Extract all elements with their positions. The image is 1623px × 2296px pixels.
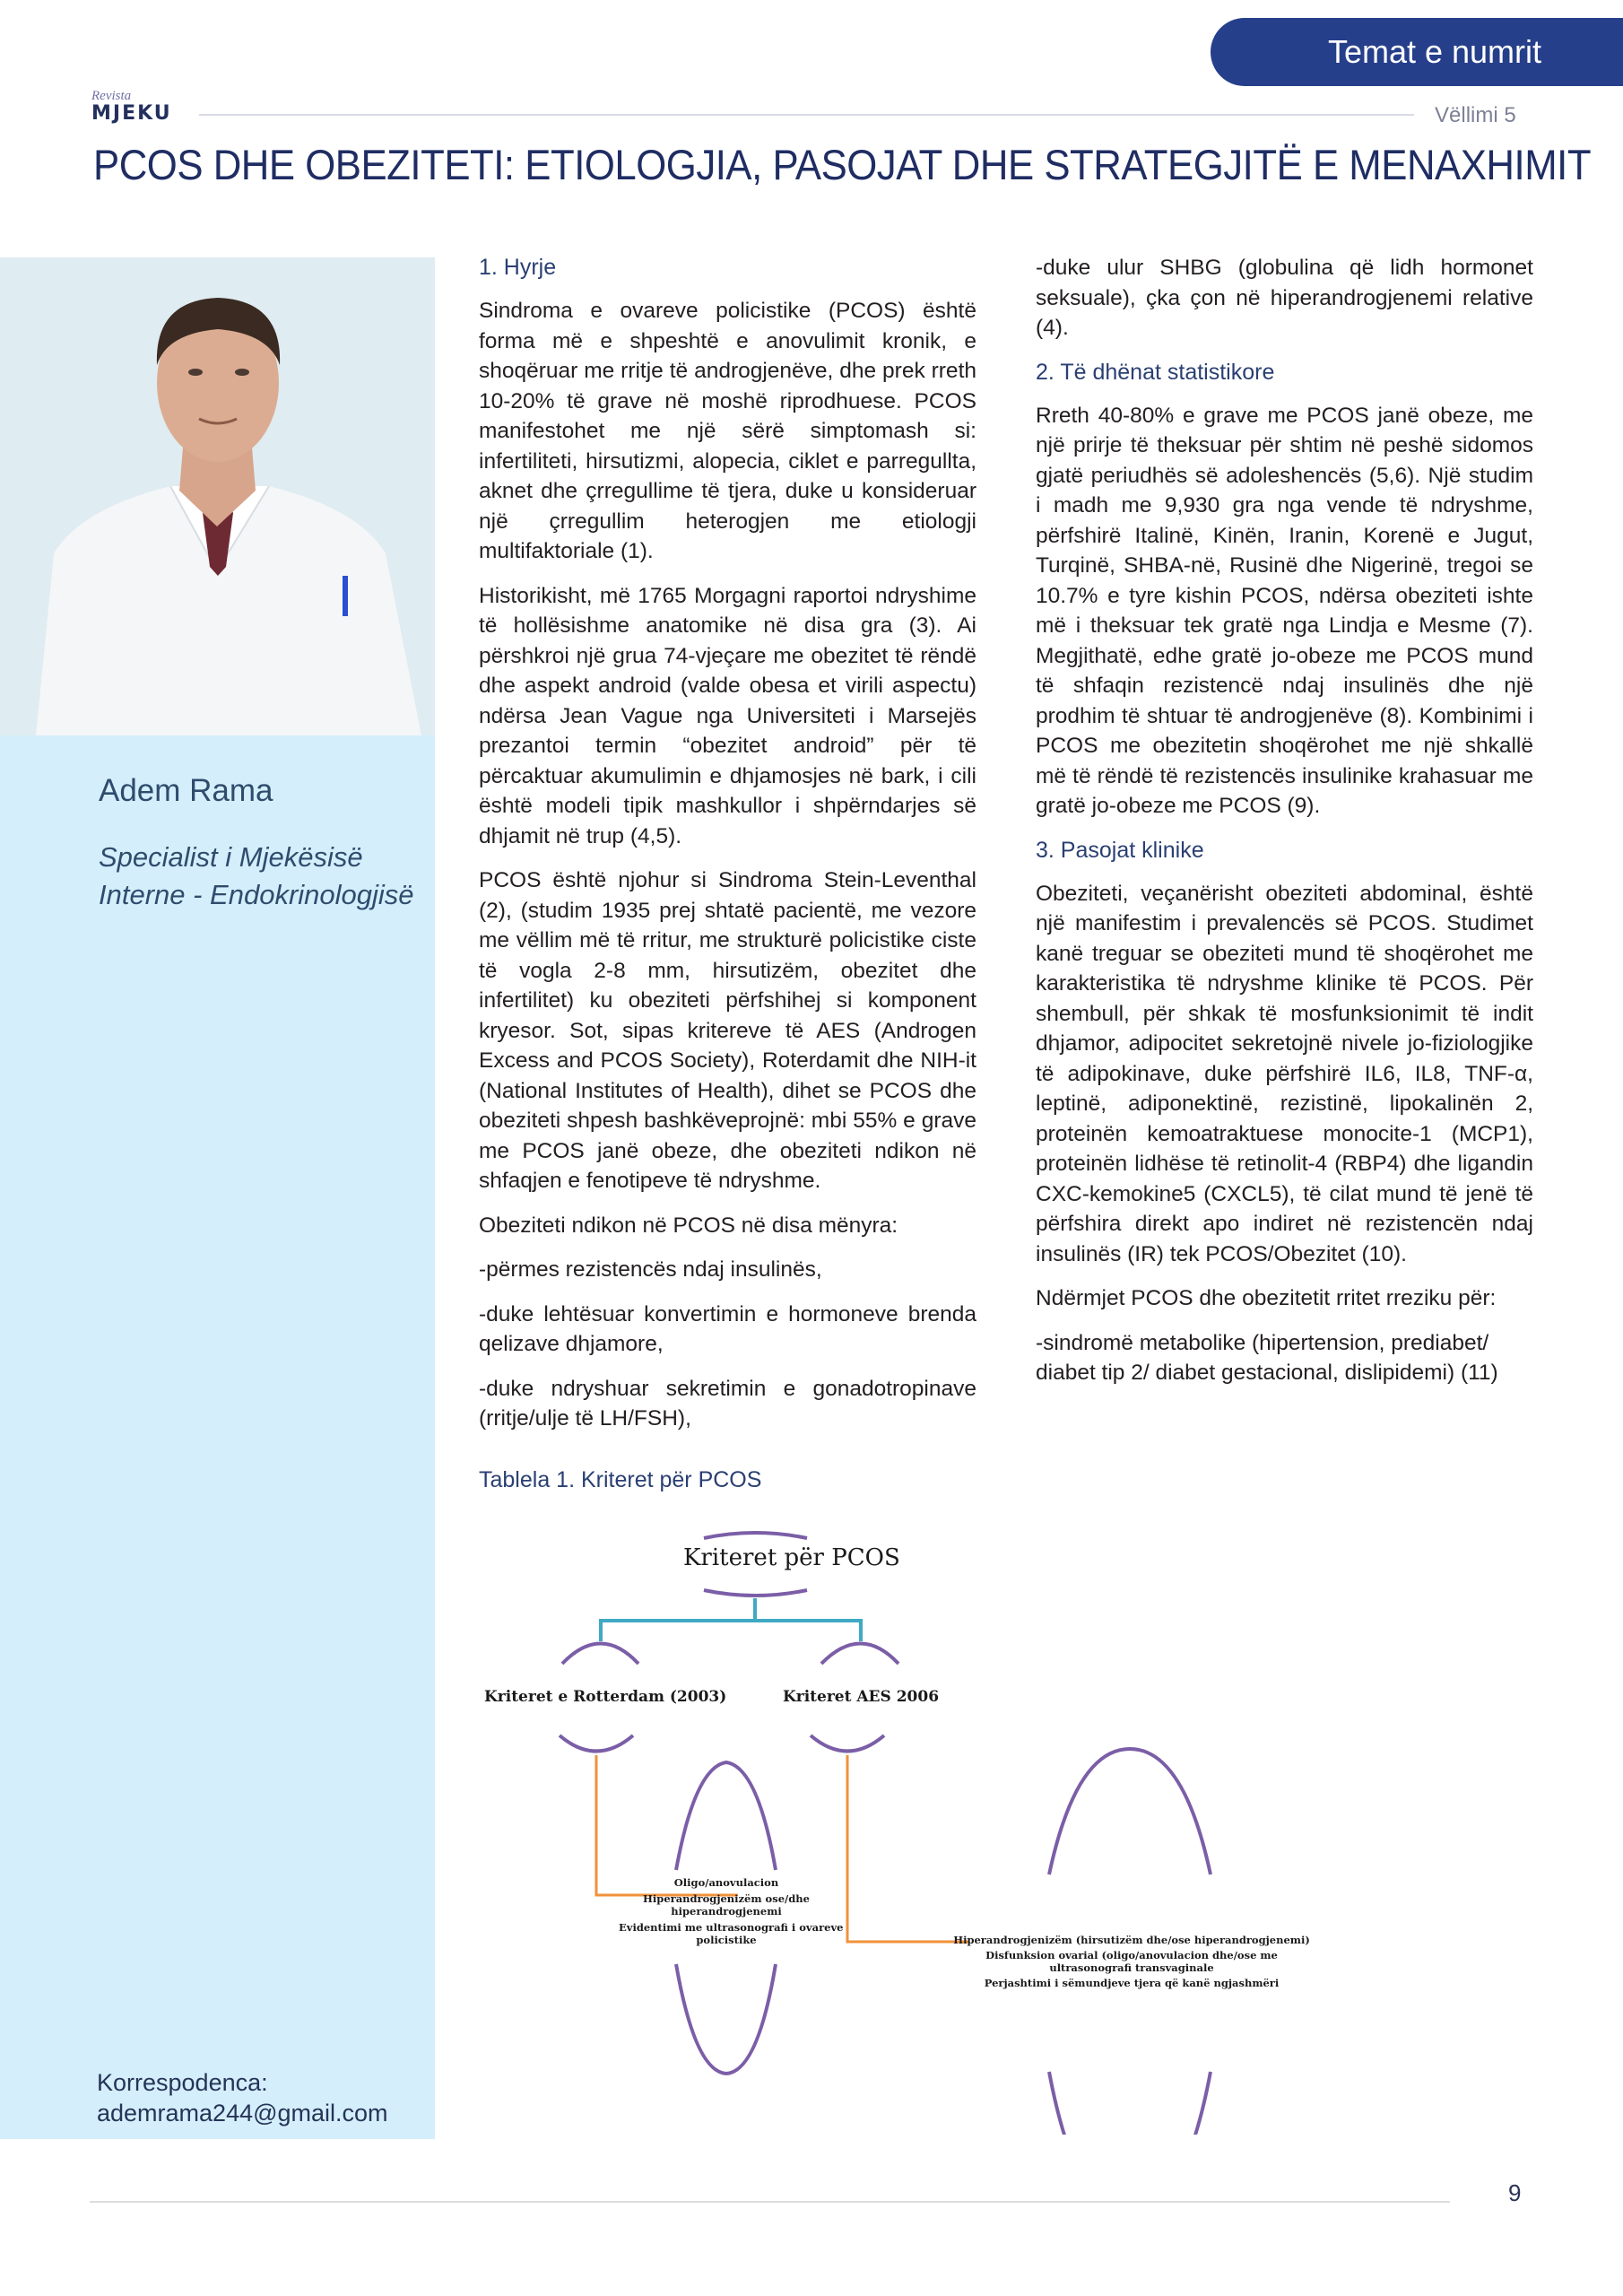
list-item: -sindromë metabolike (hipertension, prediabet/ diabet tip 2/ diabet gestacional, dislipidemi) (11) (1036, 1330, 1498, 1385)
aes-criteria-list (952, 1934, 1311, 1989)
paragraph: PCOS është njohur si Sindroma Stein-Leventhal (2), (studim 1935 prej shtatë pacientë, me vezore me vëllim më të rritur, me strukturë policistike ciste të vogla 2-8 mm, hirsutizëm, obezitet dhe infertilitet) ku obeziteti përfshihej si komponent kryesor. Sot, sipas kritereve të AES (Androgen Excess and PCOS Society), Roterdamit dhe NIH-it (National Institutes of Health), dihet se PCOS dhe obeziteti shpesh bashkëveprojnë: mbi 55% e grave me PCOS janë obeze, dhe obeziteti ndikon në shfaqjen e fenotipeve të ndryshme. (479, 868, 976, 1193)
author-portrait-icon (0, 257, 435, 735)
criterion-item: policistike (696, 1934, 757, 1946)
correspondence-label: Korrespodenca: (97, 2069, 268, 2096)
list-item: -duke ulur SHBG (globulina që lidh hormonet seksuale), çka çon në hiperandrogjenemi relative (4). (1036, 256, 1533, 340)
criterion-item: hiperandrogjenemi (671, 1905, 782, 1918)
criteria-diagram (484, 1525, 1560, 2135)
footer-divider (90, 2201, 1450, 2203)
paragraph: Obeziteti, veçanërisht obeziteti abdominal, është një manifestim i prevalencës së PCOS. Studimet kanë treguar se obeziteti mund të shoqërohet me karakteristika të ndryshme klinike të PCOS. Për shembull, për shkak të mosfunksionimit të indit dhjamor, adipocitet sekretojnë nivele jo-fiziologjike të adipokinave, duke përfshirë IL6, IL8, TNF-α, leptinë, adiponektinë, rezistinë, lipokalinën 2, proteinën kemoatraktuese monocite-1 (MCP1), proteinën lidhëse të retinolit-4 (RBP4) dhe ligandin CXC-kemokine5 (CXCL5), të cilat mund të jenë të përfshira direkt apo indiret në rezistencën ndaj insulinës (IR) tek PCOS/Obezitet (10). (1036, 881, 1533, 1266)
diagram-root: Kriteret për PCOS (683, 1544, 900, 1571)
rotterdam-criteria-list (619, 1876, 844, 1946)
section-tab-label: Temat e numrit (1327, 33, 1542, 70)
article-column-1 (479, 253, 976, 1448)
criterion-item: Hiperandrogjenizëm ose/dhe (643, 1892, 810, 1905)
section-heading-clinical: 3. Pasojat klinike (1036, 837, 1204, 863)
author-role: Specialist i Mjekësisë Interne - Endokrinologjisë (99, 841, 414, 910)
diagram-connectors-icon (484, 1525, 1560, 2135)
list-item: -duke lehtësuar konvertimin e hormoneve brenda qelizave dhjamore, (479, 1301, 976, 1356)
paragraph: Ndërmjet PCOS dhe obezitetit rritet rreziku për: (1036, 1286, 1497, 1310)
table-caption: Tablela 1. Kriteret për PCOS (479, 1467, 762, 1492)
author-email-link[interactable]: ademrama244@gmail.com (97, 2100, 388, 2126)
criterion-item: Oligo/anovulacion (673, 1876, 779, 1889)
logo-main-text: MJEKU (91, 102, 172, 125)
diagram-branch-rotterdam: Kriteret e Rotterdam (2003) (484, 1688, 727, 1706)
section-heading-intro: 1. Hyrje (479, 255, 557, 280)
volume-label: Vëllimi 5 (1435, 103, 1516, 127)
author-photo (0, 257, 435, 735)
paragraph: Sindroma e ovareve policistike (PCOS) është forma më e shpeshtë e anovulimit kronik, e shoqëruar me rritje të androgjenëve, dhe prek rreth 10-20% të grave në moshë riprodhuese. PCOS manifestohet me një sërë simptomash si: infertiliteti, hirsutizmi, alopecia, ciklet e parregullta, aknet dhe çrregullime të tjera, duke u konsideruar një çrregullim heterogjen me etiologji multifaktoriale (1). (479, 299, 976, 563)
criterion-item: Perjashtimi i sëmundjeve tjera që kanë ngjashmëri (984, 1977, 1280, 1989)
article-column-2 (1036, 253, 1533, 1403)
criterion-item: ultrasonografi transvaginale (1049, 1961, 1214, 1974)
page-number: 9 (1508, 2179, 1522, 2206)
criterion-item: Disfunksion ovarial (oligo/anovulacion dhe/ose me (985, 1949, 1278, 1961)
diagram-branch-aes: Kriteret AES 2006 (782, 1688, 940, 1706)
article-title: PCOS DHE OBEZITETI: ETIOLOGJIA, PASOJAT DHE STRATEGJITË E MENAXHIMIT (93, 141, 1592, 188)
paragraph: Historikisht, më 1765 Morgagni raportoi ndryshime të hollësishme anatomike në disa gra (3). Ai përshkroi një grua 74-vjeçare me obezitet të rëndë dhe aspekt android (valde obesa et virili aspectu) ndërsa Jean Vague nga Universiteti i Marsejës prezantoi termin “obezitet android” për të përcaktuar akumulimin e dhjamosjes në bark, i cili është modeli tipik mashkullor i shpërndarjes së dhjamit në trup (4,5). (479, 583, 976, 848)
paragraph: Rreth 40-80% e grave me PCOS janë obeze, me një prirje të theksuar për shtim në peshë sidomos gjatë periudhës së adoleshencës (5,6). Një studim i madh me 9,930 gra nga vende të ndryshme, përfshirë Italinë, Kinën, Iranin, Korenë e Jugut, Turqinë, SHBA-në, Rusinë dhe Nigerinë, tregoi se 10.7% e tyre kishin PCOS, ndërsa obeziteti ishte më i theksuar tek gratë nga Lindja e Mesme (7). Megjithatë, edhe gratë jo-obeze me PCOS mund të shfaqin rezistencë ndaj insulinës dhe një prodhim të shtuar të androgjenëve (8). Kombinimi i PCOS me obezitetin shoqërohet me një shkallë më të rëndë të rezistencës insulinike krahasuar me gratë jo-obeze me PCOS (9). (1036, 403, 1533, 818)
journal-logo (91, 90, 172, 124)
criterion-item: Hiperandrogjenizëm (hirsutizëm dhe/ose hiperandrogjenemi) (953, 1934, 1310, 1946)
logo-small-text: Revista (91, 89, 132, 103)
list-item: -përmes rezistencës ndaj insulinës, (479, 1257, 822, 1282)
section-heading-statistics: 2. Të dhënat statistikore (1036, 359, 1275, 385)
author-name: Adem Rama (99, 773, 273, 808)
correspondence (97, 2067, 388, 2128)
criterion-item: Evidentimi me ultrasonografi i ovareve (619, 1921, 844, 1934)
section-tab[interactable] (1211, 18, 1623, 86)
list-item: -duke ndryshuar sekretimin e gonadotropinave (rritje/ulje të LH/FSH), (479, 1376, 976, 1431)
paragraph: Obeziteti ndikon në PCOS në disa mënyra: (479, 1213, 898, 1238)
header-divider (199, 114, 1414, 116)
